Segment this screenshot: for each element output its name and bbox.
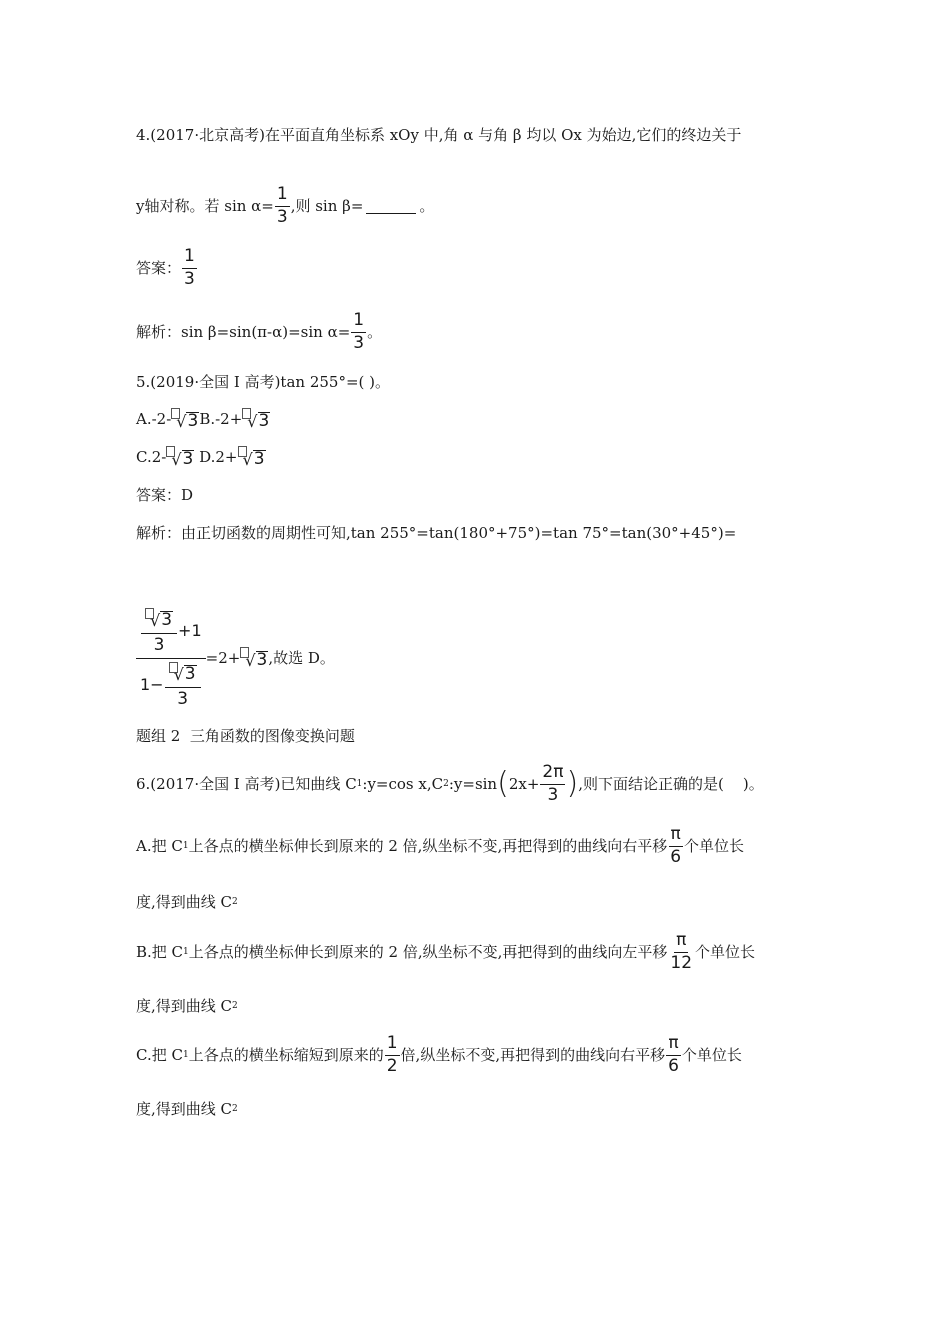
fraction: $\frac{1}{2}$ (386, 1033, 398, 1076)
q4-answer: 答案： $\frac{1}{3}$ (136, 246, 195, 289)
q4-stem-line2: y轴对称。若 sin α= $\frac{1}{3}$ ,则 sin β= 。 (136, 184, 435, 227)
q4-stem-line1: 4.(2017·北京高考)在平面直角坐标系 xOy 中,角 α 与角 β 均以 Ox 为始边,它们的终边关于 (136, 126, 742, 144)
q4-analysis: 解析：sin β=sin(π-α)=sin α= $\frac{1}{3}$ 。 (136, 310, 383, 353)
fraction: $\frac{\pi}{6}$ (670, 824, 682, 867)
fraction: √ 3 3 (165, 662, 201, 709)
q5-answer: 答案：D (136, 486, 194, 504)
sqrt-symbol: √ 3 (166, 446, 194, 468)
q6-stem: 6.(2017·全国 I 高考)已知曲线 C 1 :y=cos x,C 2 :y=sin ( 2x+ $\frac{2\pi}{3}$ ) ,则下面结论正确的是( )。 (136, 762, 764, 805)
fraction: $\frac{1}{3}$ (353, 310, 365, 353)
q5-calculation: √ 3 3 +1 1− √ 3 3 =2+ √ 3 ,故选 D。 (136, 608, 335, 709)
sqrt-symbol: √ 3 (171, 408, 199, 430)
fraction: $\frac{1}{3}$ (184, 246, 195, 289)
q6-option-b-cont: 度,得到曲线 C 2 (136, 997, 238, 1015)
section-heading: 题组 2 三角函数的图像变换问题 (136, 727, 355, 745)
sqrt-symbol: √ 3 (242, 408, 270, 430)
answer-blank (366, 199, 416, 214)
fraction: $\frac{2\pi}{3}$ (542, 762, 564, 805)
q5-analysis: 解析：由正切函数的周期性可知,tan 255°=tan(180°+75°)=tan 75°=tan(30°+45°)= (136, 524, 737, 542)
q5-options-ab: A.-2- √ 3 B.-2+ √ 3 (136, 409, 270, 431)
fraction: $\frac{1}{3}$ (276, 184, 288, 227)
sqrt-symbol: √ 3 (169, 662, 197, 684)
q6-option-c: C.把 C 1 上各点的横坐标缩短到原来的 $\frac{1}{2}$ 倍,纵坐标不变,再把得到的曲线向右平移 $\frac{\pi}{6}$ 个单位长 (136, 1033, 742, 1076)
fraction: $\frac{\pi}{12}$ (670, 930, 693, 973)
q6-option-a-cont: 度,得到曲线 C 2 (136, 893, 238, 911)
sqrt-symbol: √ 3 (240, 647, 268, 669)
sqrt-symbol: √ 3 (145, 608, 173, 630)
compound-fraction: √ 3 3 +1 1− √ 3 3 (136, 608, 206, 709)
q6-option-a: A.把 C 1 上各点的横坐标伸长到原来的 2 倍,纵坐标不变,再把得到的曲线向右平移 $\frac{\pi}{6}$ 个单位长 (136, 824, 745, 867)
q5-stem: 5.(2019·全国 I 高考)tan 255°=( )。 (136, 373, 390, 391)
fraction: √ 3 3 (141, 608, 177, 655)
q5-options-cd: C.2- √ 3 D.2+ √ 3 (136, 447, 265, 469)
q6-option-c-cont: 度,得到曲线 C 2 (136, 1100, 238, 1118)
sqrt-symbol: √ 3 (238, 446, 266, 468)
fraction: $\frac{\pi}{6}$ (668, 1033, 679, 1076)
q6-option-b: B.把 C 1 上各点的横坐标伸长到原来的 2 倍,纵坐标不变,再把得到的曲线向左平移 $\frac{\pi}{12}$ 个单位长 (136, 930, 756, 973)
